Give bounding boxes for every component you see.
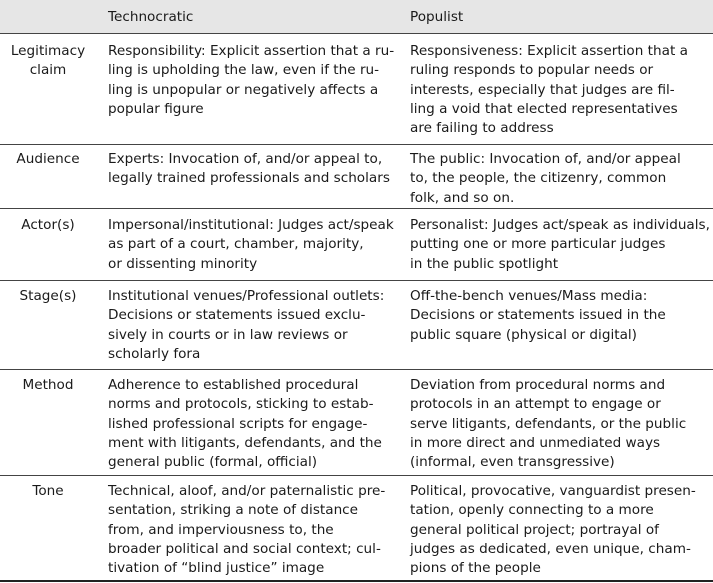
table-row [0, 482, 713, 578]
table-row [0, 287, 713, 363]
row-label: Stage(s) [19, 288, 77, 304]
header-technocratic: Technocratic [108, 9, 194, 25]
table-row [0, 150, 713, 208]
row-divider [0, 144, 713, 145]
populist-cell: Personalist: Judges act/speak as individuals, putting one or more particular judges in the public spotlight [410, 217, 710, 272]
row-label: Tone [32, 483, 64, 499]
technocratic-cell: Institutional venues/Professional outlets: Decisions or statements issued exclu- sively in courts or in law reviews or scholarly fora [108, 288, 385, 362]
populist-cell: Responsiveness: Explicit assertion that a ruling responds to popular needs or interests, especially that judges are fil- ling a void that elected representatives are failing to address [410, 43, 688, 137]
table-row [0, 42, 713, 142]
header-rule [0, 33, 713, 34]
table-bottom-rule [0, 580, 713, 582]
table-row [0, 216, 713, 276]
populist-cell: Off-the-bench venues/Mass media: Decisions or statements issued in the public square (physical or digital) [410, 288, 666, 343]
row-divider [0, 475, 713, 476]
row-label: Audience [16, 151, 80, 167]
table-row [0, 376, 713, 472]
row-label: Method [22, 377, 74, 393]
populist-cell: The public: Invocation of, and/or appeal to, the people, the citizenry, common folk, and so on. [410, 151, 681, 206]
technocratic-cell: Adherence to established procedural norms and protocols, sticking to estab- lished professional scripts for engage- ment with litigants, defendants, and the general public (formal, official) [108, 377, 382, 471]
technocratic-cell: Technical, aloof, and/or paternalistic pre- sentation, striking a note of distance from, and imperviousness to, the broader political and social context; cul- tivation of “blind justice” image [108, 483, 386, 577]
row-label: Actor(s) [21, 217, 75, 233]
populist-cell: Deviation from procedural norms and protocols in an attempt to engage or serve litigants, defendants, or the public in more direct and unmediated ways (informal, even transgressive) [410, 377, 687, 471]
technocratic-cell: Responsibility: Explicit assertion that a ru- ling is upholding the law, even if the ru- ling is unpopular or negatively affects a popular figure [108, 43, 395, 117]
header-populist: Populist [410, 9, 464, 25]
technocratic-cell: Experts: Invocation of, and/or appeal to, legally trained professionals and scholars [108, 151, 390, 187]
row-divider [0, 280, 713, 281]
row-divider [0, 208, 713, 209]
table-header-row [0, 0, 713, 33]
technocratic-cell: Impersonal/institutional: Judges act/speak as part of a court, chamber, majority, or dissenting minority [108, 217, 394, 272]
row-label: Legitimacy claim [10, 43, 86, 79]
row-divider [0, 369, 713, 370]
populist-cell: Political, provocative, vanguardist presen- tation, openly connecting to a more general political project; portrayal of judges as dedicated, even unique, cham- pions of the people [410, 483, 696, 577]
